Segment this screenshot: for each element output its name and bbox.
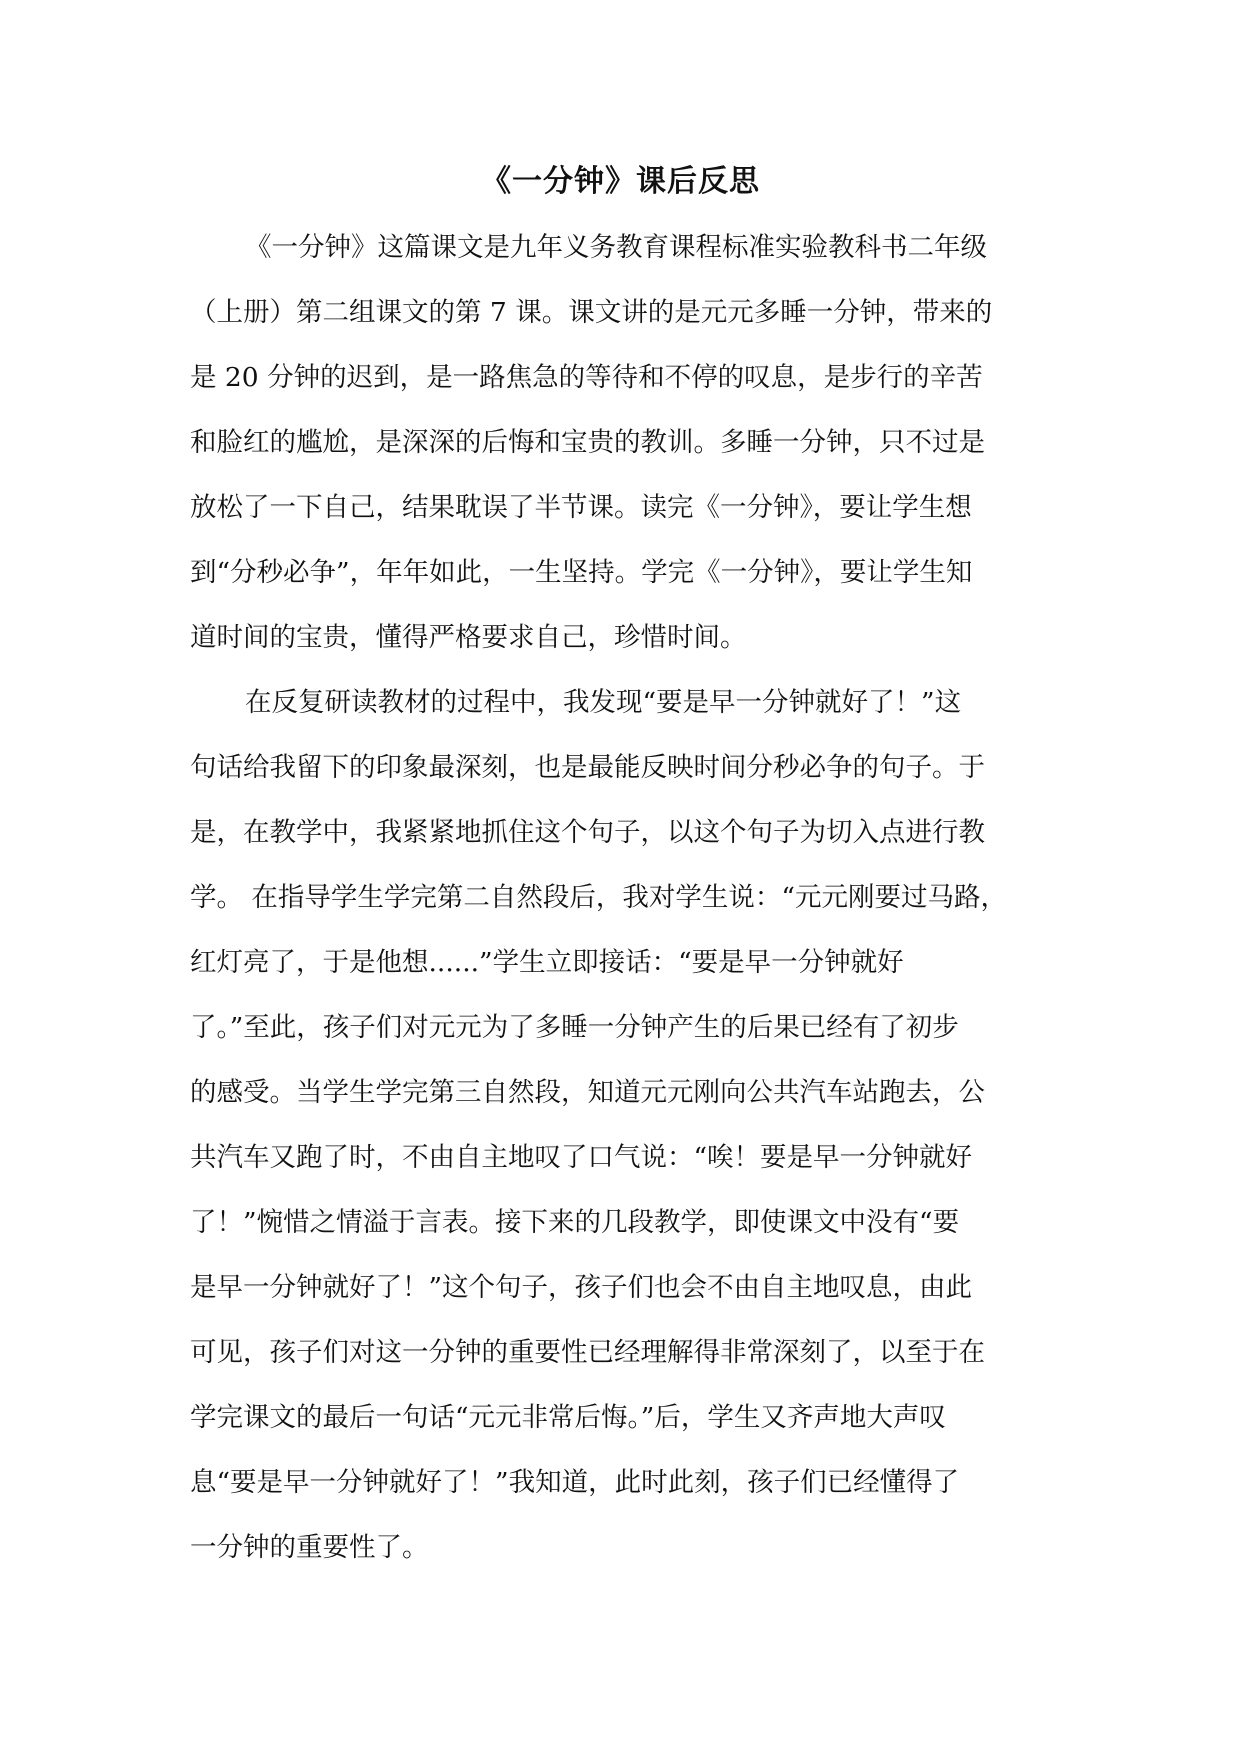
text-line: 是早一分钟就好了！”这个句子，孩子们也会不由自主地叹息，由此 [190, 1272, 973, 1303]
paragraph-1 [190, 226, 1060, 681]
text-line: 放松了一下自己，结果耽误了半节课。读完《一分钟》，要让学生想 [190, 492, 972, 523]
text-line: 息“要是早一分钟就好了！”我知道，此时此刻，孩子们已经懂得了 [190, 1467, 960, 1498]
text-line: 学完课文的最后一句话“元元非常后悔。”后，学生又齐声地大声叹 [190, 1402, 946, 1433]
text-line: 句话给我留下的印象最深刻，也是最能反映时间分秒必争的句子。于 [190, 752, 985, 783]
document-title: 《一分钟》课后反思 [481, 164, 760, 199]
text-line: 道时间的宝贵，懂得严格要求自己，珍惜时间。 [190, 622, 747, 653]
document-body [190, 226, 1060, 1591]
text-line: 红灯亮了，于是他想......”学生立即接话：“要是早一分钟就好 [190, 947, 904, 978]
text-line: 共汽车又跑了时，不由自主地叹了口气说：“唉！要是早一分钟就好 [190, 1142, 973, 1173]
text-line: 一分钟的重要性了。 [190, 1532, 429, 1563]
text-line: 在反复研读教材的过程中，我发现“要是早一分钟就好了！”这 [245, 687, 962, 718]
text-line: 了！”惋惜之情溢于言表。接下来的几段教学，即使课文中没有“要 [190, 1207, 960, 1238]
text-line: 可见，孩子们对这一分钟的重要性已经理解得非常深刻了，以至于在 [190, 1337, 985, 1368]
text-line: 了。”至此，孩子们对元元为了多睡一分钟产生的后果已经有了初步 [190, 1012, 959, 1043]
text-line: 学。 在指导学生学完第二自然段后，我对学生说：“元元刚要过马路， [190, 882, 1007, 913]
text-line: 和脸红的尴尬，是深深的后悔和宝贵的教训。多睡一分钟，只不过是 [190, 427, 985, 458]
text-line: 的感受。当学生学完第三自然段，知道元元刚向公共汽车站跑去，公 [190, 1077, 985, 1108]
text-line: 是，在教学中，我紧紧地抓住这个句子，以这个句子为切入点进行教 [190, 817, 985, 848]
paragraph-2 [190, 681, 1060, 1591]
text-line: 《一分钟》这篇课文是九年义务教育课程标准实验教科书二年级 [245, 232, 987, 263]
text-line: 是 20 分钟的迟到，是一路焦急的等待和不停的叹息，是步行的辛苦 [190, 362, 983, 393]
text-line: 到“分秒必争”，年年如此，一生坚持。学完《一分钟》，要让学生知 [190, 557, 973, 588]
text-line: （上册）第二组课文的第 7 课。课文讲的是元元多睡一分钟，带来的 [190, 297, 993, 328]
